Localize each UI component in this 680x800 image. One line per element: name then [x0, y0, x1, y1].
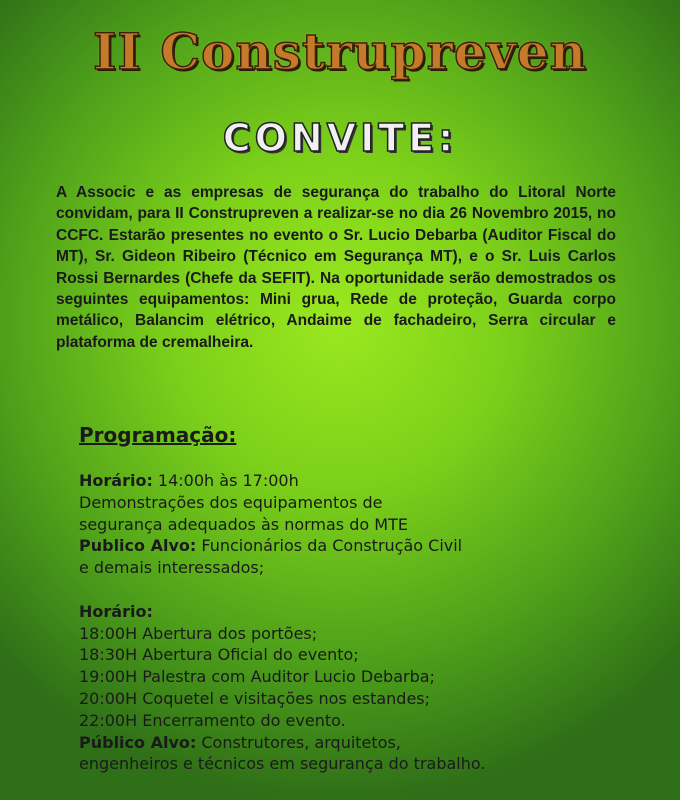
program-heading: Programação:: [79, 423, 237, 447]
block2-horario: [79, 601, 639, 623]
schedule-item: 18:00H Abertura dos portões;: [79, 623, 318, 643]
schedule-item: 19:00H Palestra com Auditor Lucio Debarba;: [79, 667, 435, 687]
horario-label: Horário:: [79, 601, 153, 621]
block1-horario: [79, 470, 639, 492]
program-body: [79, 470, 639, 775]
publico-value: Construtores, arquitetos,: [196, 732, 401, 752]
event-title: II Construpreven: [93, 22, 587, 81]
intro-paragraph: A Associc e as empresas de segurança do trabalho do Litoral Norte convidam, para II Construpreven a realizar-se no dia 26 Novembro 2015, no CCFC. Estarão presentes no evento o Sr. Lucio Debarba (Auditor Fiscal do MT), Sr. Gideon Ribeiro (Técnico em Segurança MT), e o Sr. Luis Carlos Rossi Bernardes (Chefe da SEFIT). Na oportunidade serão demostrados os seguintes equipamentos: Mini grua, Rede de proteção, Guarda corpo metálico, Balancim elétrico, Andaime de fachadeiro, Serra circular e plataforma de cremalheira.: [56, 184, 616, 351]
horario-value: 14:00h às 17:00h: [152, 471, 299, 490]
schedule-item: 18:30H Abertura Oficial do evento;: [79, 645, 359, 665]
publico-value: Funcionários da Construção Civil: [196, 536, 463, 556]
invite-heading: CONVITE:: [222, 116, 458, 160]
horario-label: Horário:: [79, 471, 153, 490]
block1-line1: Demonstrações dos equipamentos de: [79, 492, 383, 512]
block1-publico: [79, 535, 639, 557]
schedule-item: 20:00H Coquetel e visitações nos estandes;: [79, 688, 431, 708]
block2-publico: [79, 732, 639, 754]
block1-line2: segurança adequados às normas do MTE: [79, 514, 408, 534]
publico-label: Publico Alvo:: [79, 536, 197, 556]
publico-label: Público Alvo:: [79, 732, 197, 752]
block2-publico-line2: engenheiros e técnicos em segurança do trabalho.: [79, 754, 486, 774]
block1-publico-line2: e demais interessados;: [79, 558, 265, 578]
schedule-item: 22:00H Encerramento do evento.: [79, 710, 346, 730]
spacer: [79, 579, 639, 601]
